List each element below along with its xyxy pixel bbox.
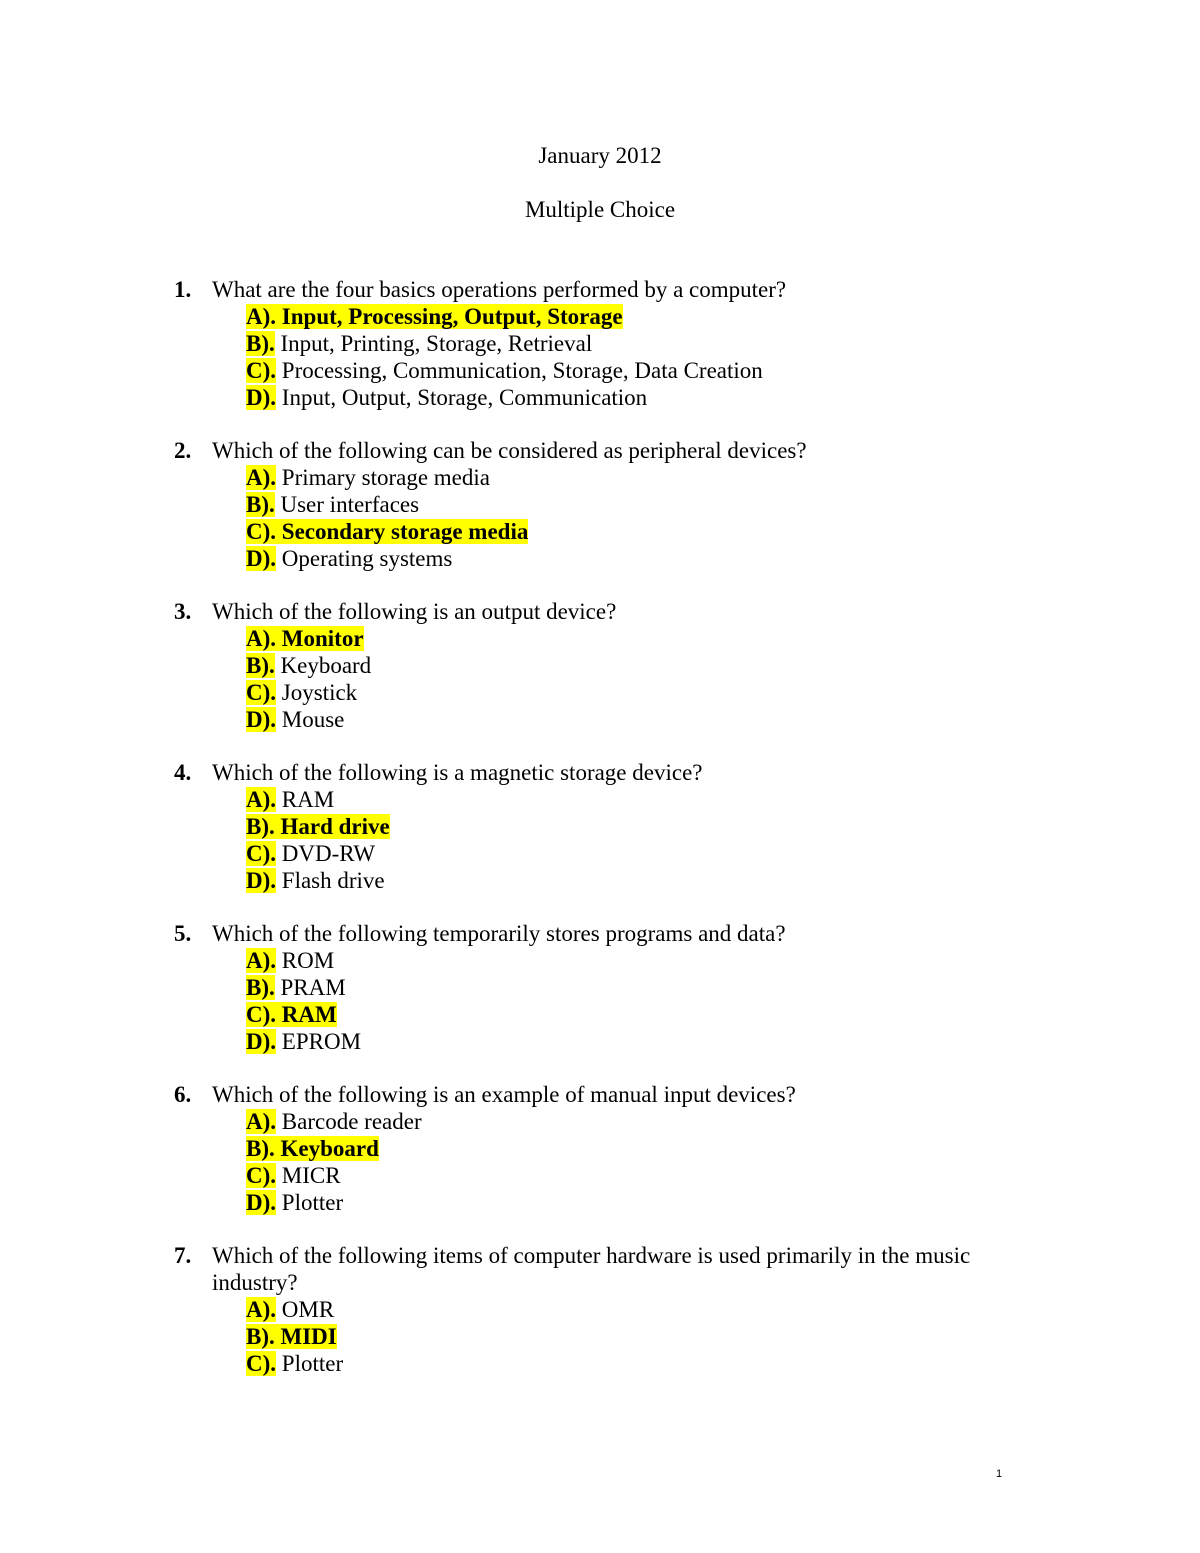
answer-option — [0, 1162, 1200, 1189]
answer-option — [0, 786, 1200, 813]
option-text: Input, Processing, Output, Storage — [276, 304, 623, 329]
option-letter: C). — [246, 358, 277, 383]
option-text: Hard drive — [274, 814, 390, 839]
option-text: OMR — [276, 1297, 335, 1322]
question-text: Which of the following is a magnetic storage device? — [212, 760, 703, 785]
question-2 — [0, 437, 1200, 572]
option-letter: B). — [246, 1324, 275, 1349]
option-text: MICR — [276, 1163, 341, 1188]
question-text: Which of the following can be considered as peripheral devices? — [212, 438, 807, 463]
option-list — [0, 625, 1200, 733]
option-list — [0, 303, 1200, 411]
option-text: EPROM — [276, 1029, 362, 1054]
option-letter: D). — [246, 1190, 277, 1215]
question-4 — [0, 759, 1200, 894]
question-text: Which of the following items of computer hardware is used primarily in the music industry? — [212, 1243, 971, 1295]
option-list — [0, 786, 1200, 894]
option-list — [0, 1296, 1200, 1377]
option-letter: D). — [246, 868, 277, 893]
answer-option-correct — [0, 625, 1200, 652]
option-letter: D). — [246, 385, 277, 410]
option-letter: D). — [246, 1029, 277, 1054]
option-letter: A). — [246, 1297, 277, 1322]
question-line — [0, 598, 1012, 625]
answer-option — [0, 1108, 1200, 1135]
option-letter: A). — [246, 948, 277, 973]
answer-option — [0, 652, 1200, 679]
option-letter: A). — [246, 304, 277, 329]
option-text: Input, Output, Storage, Communication — [276, 385, 648, 410]
answer-option-correct — [0, 303, 1200, 330]
answer-option-correct — [0, 1135, 1200, 1162]
option-letter: C). — [246, 1002, 277, 1027]
answer-option — [0, 545, 1200, 572]
option-letter: C). — [246, 1163, 277, 1188]
answer-option — [0, 947, 1200, 974]
option-letter: C). — [246, 1351, 277, 1376]
option-letter: A). — [246, 1109, 277, 1134]
option-text: Plotter — [276, 1351, 344, 1376]
question-line — [0, 920, 1012, 947]
answer-option — [0, 1189, 1200, 1216]
question-1 — [0, 276, 1200, 411]
document-heading: Multiple Choice — [524, 197, 676, 222]
question-text: Which of the following is an output device? — [212, 599, 617, 624]
question-line — [0, 759, 1012, 786]
option-text: Keyboard — [274, 1136, 379, 1161]
option-text: Processing, Communication, Storage, Data Creation — [276, 358, 763, 383]
option-text: Joystick — [276, 680, 358, 705]
answer-option — [0, 706, 1200, 733]
answer-option-correct — [0, 518, 1200, 545]
option-text: ROM — [276, 948, 335, 973]
option-text: Keyboard — [274, 653, 372, 678]
page-number: 1 — [996, 1468, 1003, 1480]
option-letter: B). — [246, 975, 275, 1000]
option-text: Barcode reader — [276, 1109, 422, 1134]
option-text: Operating systems — [276, 546, 453, 571]
option-letter: D). — [246, 546, 277, 571]
option-text: Plotter — [276, 1190, 344, 1215]
option-text: RAM — [276, 787, 335, 812]
answer-option — [0, 1296, 1200, 1323]
question-5 — [0, 920, 1200, 1055]
option-text: Flash drive — [276, 868, 385, 893]
answer-option — [0, 357, 1200, 384]
question-number: 7. — [174, 1243, 192, 1268]
option-letter: B). — [246, 653, 275, 678]
option-text: Secondary storage media — [276, 519, 529, 544]
answer-option-correct — [0, 1001, 1200, 1028]
option-letter: A). — [246, 465, 277, 490]
option-text: Monitor — [276, 626, 364, 651]
question-line — [0, 437, 1012, 464]
answer-option — [0, 679, 1200, 706]
option-text: RAM — [276, 1002, 337, 1027]
question-line — [0, 1081, 1012, 1108]
question-number: 4. — [174, 760, 192, 785]
question-text: What are the four basics operations performed by a computer? — [212, 277, 787, 302]
answer-option-correct — [0, 813, 1200, 840]
answer-option — [0, 974, 1200, 1001]
answer-option — [0, 840, 1200, 867]
option-letter: A). — [246, 626, 277, 651]
option-text: Input, Printing, Storage, Retrieval — [274, 331, 593, 356]
option-text: Mouse — [276, 707, 345, 732]
question-line — [0, 1242, 1012, 1296]
answer-option — [0, 491, 1200, 518]
question-text: Which of the following is an example of manual input devices? — [212, 1082, 796, 1107]
question-text: Which of the following temporarily stores programs and data? — [212, 921, 786, 946]
option-letter: B). — [246, 492, 275, 517]
question-line — [0, 276, 1012, 303]
option-list — [0, 464, 1200, 572]
question-7 — [0, 1242, 1200, 1377]
question-number: 5. — [174, 921, 192, 946]
answer-option — [0, 867, 1200, 894]
option-letter: D). — [246, 707, 277, 732]
option-list — [0, 1108, 1200, 1216]
document-date: January 2012 — [538, 143, 662, 168]
option-list — [0, 947, 1200, 1055]
answer-option — [0, 1028, 1200, 1055]
answer-option — [0, 464, 1200, 491]
option-text: User interfaces — [274, 492, 420, 517]
answer-option-correct — [0, 1323, 1200, 1350]
option-text: MIDI — [274, 1324, 337, 1349]
question-list — [0, 276, 1200, 1403]
option-text: PRAM — [274, 975, 346, 1000]
question-number: 1. — [174, 277, 192, 302]
option-letter: C). — [246, 841, 277, 866]
option-letter: A). — [246, 787, 277, 812]
answer-option — [0, 384, 1200, 411]
option-text: Primary storage media — [276, 465, 490, 490]
option-letter: B). — [246, 331, 275, 356]
option-letter: C). — [246, 519, 277, 544]
option-letter: B). — [246, 1136, 275, 1161]
option-letter: C). — [246, 680, 277, 705]
answer-option — [0, 1350, 1200, 1377]
question-6 — [0, 1081, 1200, 1216]
option-letter: B). — [246, 814, 275, 839]
option-text: DVD-RW — [276, 841, 376, 866]
answer-option — [0, 330, 1200, 357]
question-number: 6. — [174, 1082, 192, 1107]
question-number: 2. — [174, 438, 192, 463]
question-number: 3. — [174, 599, 192, 624]
question-3 — [0, 598, 1200, 733]
